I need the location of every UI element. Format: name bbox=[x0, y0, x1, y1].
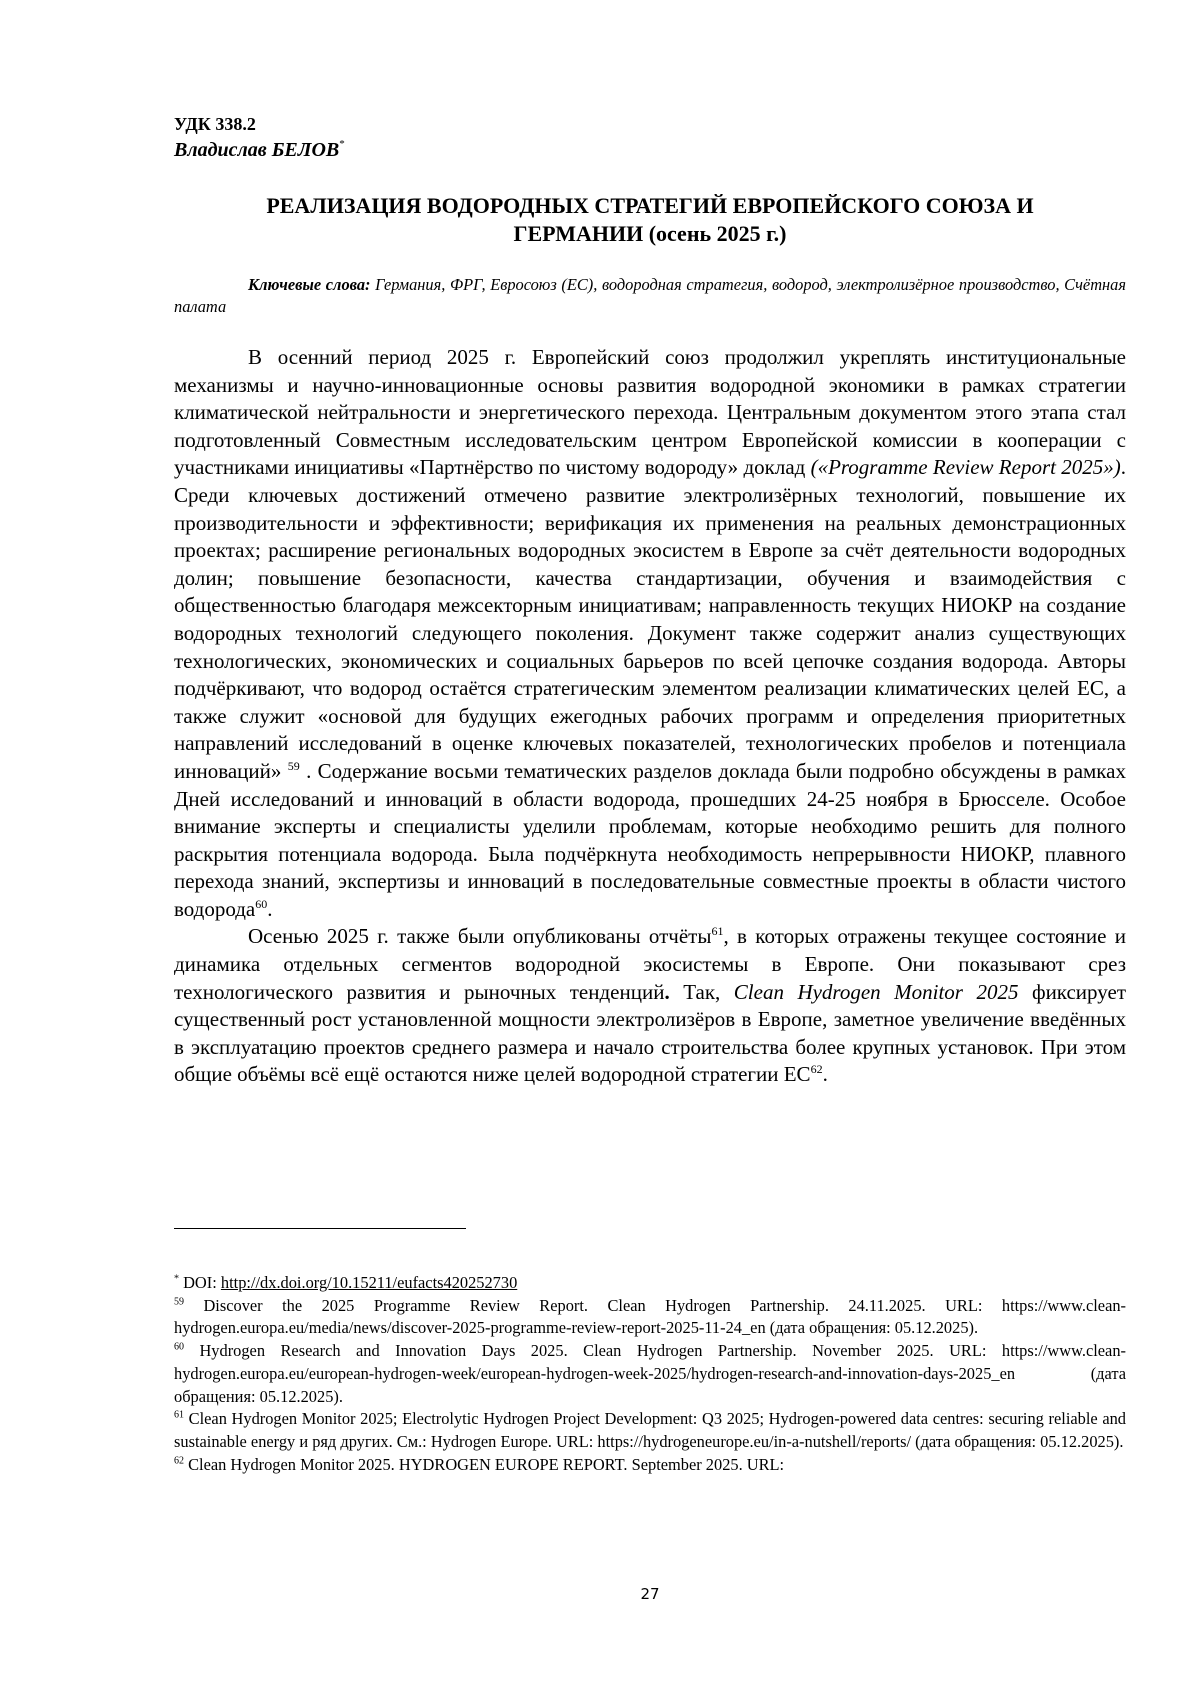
doi-link[interactable]: http://dx.doi.org/10.15211/eufacts420252730 bbox=[220, 1273, 518, 1292]
footnote-62-mark: 62 bbox=[174, 1455, 184, 1467]
p1-text-b: . Среди ключевых достижений отмечено развитие электролизёрных технологий, повышение их производительности и эффективности; верификация их применения на реальных демонстрационных проектах; расширение региональных водородных экосистем в Европе за счёт деятельности водородных долин; повышение безопасности, качества стандартизации, обучения и взаимодействия с общественностью благодаря межсекторным инициативам; направленность текущих НИОКР на создание водородных технологий следующего поколения. Документ также содержит анализ существующих технологических, экономических и социальных барьеров по всей цепочке создания водорода. Авторы подчёркивают, что водород остаётся стратегическим элементом реализации климатических целей ЕС, а также служит «основой для будущих ежегодных рабочих программ и определения приоритетных направлений исследований в оценке ключевых показателей, технологических пробелов и потенциала инноваций» bbox=[174, 455, 1126, 783]
p2-end: . bbox=[822, 1062, 828, 1087]
p1-text-a: В осенний период 2025 г. Европейский союз продолжил укреплять институциональные механизмы и научно-инновационные основы развития водородной экономики в рамках стратегии климатической нейтральности и энергетического перехода. Центральным документом этого этапа стал подготовленный Совместным исследовательским центром Европейской комиссии в кооперации с участниками инициативы «Партнёрство по чистому водороду» доклад bbox=[174, 345, 1126, 480]
footnote-60-text: Hydrogen Research and Innovation Days 2025. Clean Hydrogen Partnership. November 2025. URL: https://www.clean-hydrogen.europa.eu/european-hydrogen-week/european-hydrogen-week-2025/hydrogen-research-and-innovation-days-2025_en (дата обращения: 05.12.2025). bbox=[174, 1341, 1126, 1406]
author-text: Владислав БЕЛОВ bbox=[174, 139, 340, 161]
footnote-61-text: Clean Hydrogen Monitor 2025; Electrolytic Hydrogen Project Development: Q3 2025; Hydrogen-powered data centres: securing reliable and sustainable energy и ряд других. См.: Hydrogen Europe. URL: https://hydrogeneurope.eu/in-a-nutshell/reports/ (дата обращения: 05.12.2025). bbox=[174, 1409, 1126, 1451]
footnote-star-mark: * bbox=[174, 1273, 179, 1285]
footnotes bbox=[174, 1272, 1126, 1476]
title-line-1: РЕАЛИЗАЦИЯ ВОДОРОДНЫХ СТРАТЕГИЙ ЕВРОПЕЙСКОГО СОЮЗА И bbox=[266, 193, 1034, 218]
footnote-62 bbox=[174, 1454, 1126, 1477]
udk-code: УДК 338.2 bbox=[174, 114, 256, 134]
footnote-60 bbox=[174, 1340, 1126, 1408]
article-body bbox=[174, 344, 1126, 1089]
footnote-59-mark: 59 bbox=[174, 1296, 184, 1308]
footnote-separator bbox=[174, 1228, 466, 1229]
keywords-label: Ключевые слова: bbox=[248, 275, 371, 294]
p2-bold-dot: . bbox=[664, 979, 670, 1004]
author-footnote-mark: * bbox=[339, 138, 345, 150]
p1-end: . bbox=[267, 896, 273, 921]
keywords-text: Германия, ФРГ, Евросоюз (ЕС), водородная стратегия, водород, электролизёрное производство, Счётная палата bbox=[174, 275, 1126, 316]
footnote-59 bbox=[174, 1295, 1126, 1340]
footnote-60-mark: 60 bbox=[174, 1341, 184, 1353]
footnote-ref-59: 59 bbox=[287, 758, 300, 773]
paragraph-1 bbox=[174, 344, 1126, 923]
footnote-62-text: Clean Hydrogen Monitor 2025. HYDROGEN EUROPE REPORT. September 2025. URL: bbox=[184, 1454, 785, 1474]
footnote-59-text: Discover the 2025 Programme Review Report. Clean Hydrogen Partnership. 24.11.2025. URL: https://www.clean-hydrogen.europa.eu/media/news/discover-2025-programme-review-report-2025-11-24_en (дата обращения: 05.12.2025). bbox=[174, 1295, 1126, 1338]
p1-text-c: . Содержание восьми тематических разделов доклада были подробно обсуждены в рамках Дней исследований и инноваций в области водорода, прошедших 24-25 ноября в Брюсселе. Особое внимание эксперты и специалисты уделили проблемам, которые необходимо решить для полного раскрытия потенциала водорода. Была подчёркнута необходимость непрерывности НИОКР, плавного перехода знаний, экспертизы и инноваций в последовательные совместные проекты в области чистого водорода bbox=[174, 758, 1127, 921]
footnote-61-mark: 61 bbox=[174, 1409, 184, 1421]
p2-text-d: фиксирует существенный рост установленной мощности электролизёров в Европе, заметное увеличение введённых в эксплуатацию проектов среднего размера и начало строительства более крупных установок. При этом общие объёмы всё ещё остаются ниже целей водородной стратегии ЕС bbox=[174, 979, 1126, 1087]
p2-monitor-title: Clean Hydrogen Monitor 2025 bbox=[733, 979, 1019, 1004]
author-name bbox=[174, 138, 345, 162]
footnote-61 bbox=[174, 1408, 1126, 1453]
footnote-ref-61: 61 bbox=[711, 924, 724, 939]
p1-report-title: («Programme Review Report 2025») bbox=[810, 455, 1121, 480]
footnote-star-prefix: DOI: bbox=[179, 1273, 221, 1292]
footnote-ref-62: 62 bbox=[810, 1062, 823, 1077]
footnote-star bbox=[174, 1272, 1126, 1295]
keywords bbox=[174, 274, 1126, 318]
article-title bbox=[174, 192, 1126, 248]
paragraph-2 bbox=[174, 923, 1126, 1089]
title-line-2: ГЕРМАНИИ (осень 2025 г.) bbox=[513, 221, 787, 246]
page-number: 27 bbox=[640, 1585, 660, 1603]
p2-text-a: Осенью 2025 г. также были опубликованы отчёты bbox=[248, 924, 712, 949]
footnote-ref-60: 60 bbox=[255, 896, 268, 911]
p2-text-c: Так, bbox=[669, 979, 734, 1004]
p2-text-b: , в которых отражены текущее состояние и динамика отдельных сегментов водородной экосистемы в Европе. Они показывают срез технологического развития и рыночных тенденций bbox=[174, 924, 1126, 1004]
